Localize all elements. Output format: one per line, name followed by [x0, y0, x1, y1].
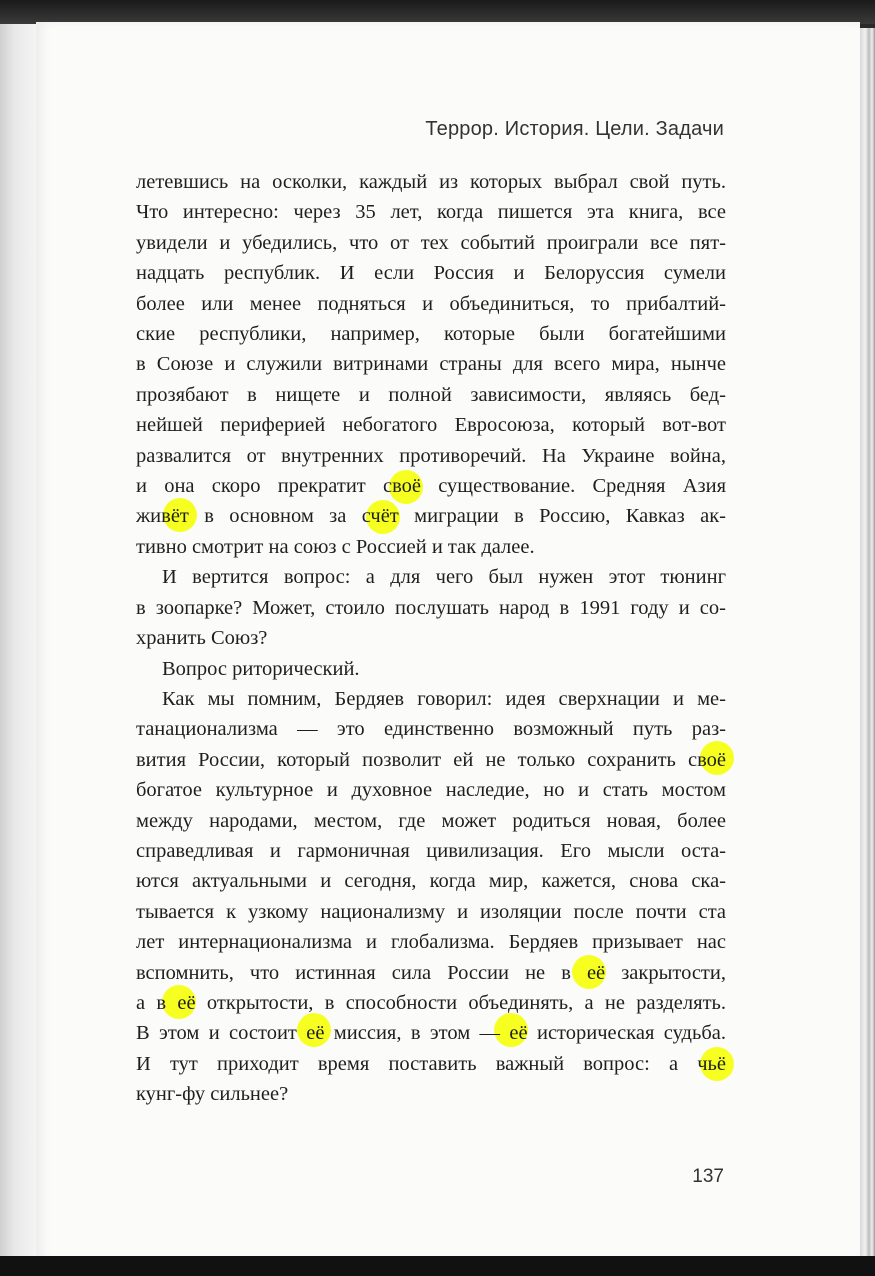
scan-border-bottom	[0, 1256, 875, 1276]
paragraph	[136, 654, 726, 684]
text-line: лет интернационализма и глобализма. Бердяев призывает нас	[136, 931, 726, 954]
text-line: В этом и состоит её миссия, в этом — её историческая судьба.	[136, 1022, 726, 1045]
scan-border-top	[0, 0, 875, 24]
text-line: ские республики, например, которые были богатейшими	[136, 323, 726, 346]
page-number: 137	[692, 1166, 724, 1187]
text-line: справедливая и гармоничная цивилизация. Его мысли оста-	[136, 839, 726, 862]
text-line: хранить Союз?	[136, 627, 268, 650]
text-line: Вопрос риторический.	[162, 657, 360, 680]
running-head: Террор. История. Цели. Задачи	[425, 118, 724, 140]
text-line: живёт в основном за счёт миграции в Россию, Кавказ ак-	[136, 505, 726, 528]
text-line: надцать республик. И если Россия и Белоруссия сумели	[136, 262, 726, 285]
text-line: вития России, который позволит ей не только сохранить своё	[136, 748, 726, 771]
text-line: а в её открытости, в способности объединять, а не разделять.	[136, 991, 726, 1014]
text-line: Как мы помним, Бердяев говорил: идея сверхнации и ме-	[162, 687, 726, 710]
text-line: ются актуальными и сегодня, когда мир, кажется, снова ска-	[136, 870, 726, 893]
page-stack-edge	[860, 28, 875, 1256]
text-line: богатое культурное и духовное наследие, но и стать мостом	[136, 779, 726, 802]
text-line: более или менее подняться и объединиться, то прибалтий-	[136, 292, 726, 315]
text-line: Что интересно: через 35 лет, когда пишется эта книга, все	[136, 201, 726, 224]
paragraph	[136, 562, 726, 653]
text-line: развалится от внутренних противоречий. На Украине война,	[136, 444, 726, 467]
body-text	[136, 167, 726, 1110]
text-line: и она скоро прекратит своё существование. Средняя Азия	[136, 475, 726, 498]
text-line: И вертится вопрос: а для чего был нужен этот тюнинг	[162, 566, 726, 589]
text-line: летевшись на осколки, каждый из которых выбрал свой путь.	[136, 171, 726, 193]
text-line: в Союзе и служили витринами страны для всего мира, нынче	[136, 353, 726, 376]
text-line: увидели и убедились, что от тех событий проиграли все пят-	[136, 231, 726, 254]
text-line: кунг-фу сильнее?	[136, 1083, 289, 1106]
text-line: И тут приходит время поставить важный вопрос: а чьё	[136, 1052, 726, 1075]
text-line: танационализма — это единственно возможный путь раз-	[136, 718, 726, 741]
text-line: в зоопарке? Может, стоило послушать народ в 1991 году и со-	[136, 596, 726, 619]
paragraph	[136, 167, 726, 562]
text-line: между народами, местом, где может родиться новая, более	[136, 809, 726, 832]
text-line: прозябают в нищете и полной зависимости, являясь бед-	[136, 383, 726, 406]
paragraph	[136, 684, 726, 1110]
text-line: тывается к узкому национализму и изоляции после почти ста	[136, 900, 726, 923]
text-line: тивно смотрит на союз с Россией и так далее.	[136, 535, 535, 558]
text-line: нейшей периферией небогатого Евросоюза, который вот-вот	[136, 414, 726, 437]
book-gutter	[0, 0, 36, 1276]
text-line: вспомнить, что истинная сила России не в её закрытости,	[136, 961, 726, 984]
